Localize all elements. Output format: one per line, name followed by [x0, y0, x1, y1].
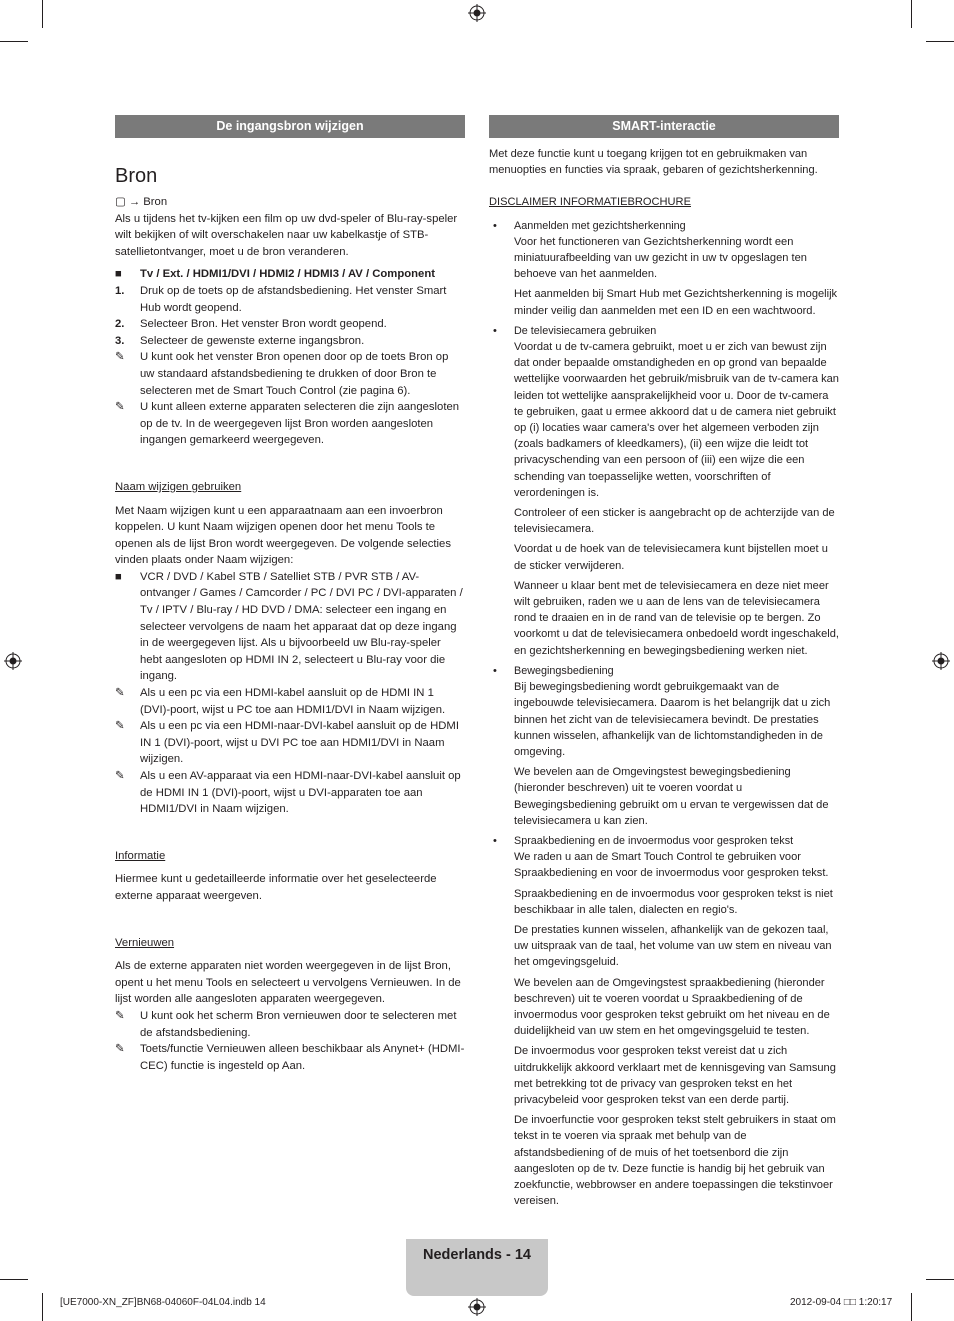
bullet-icon: •: [493, 834, 497, 847]
bullet-icon: •: [493, 664, 497, 677]
body-text: We bevelen aan de Omgevingstest bewegingsbediening (hieronder beschreven) uit te voeren voordat u Bewegingsbediening gebruikt om u ervan te vergewissen dat de televisiecamera u kan zien.: [514, 766, 829, 827]
note-text: U kunt ook het venster Bron openen door op de toets Bron op uw standaard afstandsbediening te drukken of door Bron te selecteren met de Smart Touch Control (zie pagina 6).: [140, 351, 449, 397]
left-column: [115, 115, 465, 1074]
rename-text: Met Naam wijzigen kunt u een apparaatnaam aan een invoerbron koppelen. U kunt Naam wijzigen openen door het menu Tools te openen als de lijst Bron wordt weergegeven. De volgende selecties vinden plaats onder Naam wijzigen:: [115, 504, 451, 567]
section-header: De ingangsbron wijzigen: [115, 115, 465, 138]
bullet-title: Aanmelden met gezichtsherkenning: [514, 219, 686, 232]
bullet-icon: •: [493, 219, 497, 232]
print-slug-left: [UE7000-XN_ZF]BN68-04060F-04L04.indb 14: [60, 1297, 266, 1308]
body-text: De prestaties kunnen wisselen, afhankelijk van de gekozen taal, uw uitspraak van de taal, het volume van uw stem en niveau van het omgevingsgeluid.: [514, 923, 832, 969]
body-text: Spraakbediening en de invoermodus voor gesproken tekst is niet beschikbaar in alle talen, dialecten en regio's.: [514, 887, 833, 916]
body-text: De invoermodus voor gesproken tekst vereist dat u zich uitdrukkelijk akkoord verklaart met de kennisgeving van Samsung met betrekking tot de privacy van gesproken tekst en het privacybeleid voor gesproken tekst van een derde partij.: [514, 1045, 836, 1106]
crop-mark: [911, 0, 912, 28]
subsection-title: Vernieuwen: [115, 936, 175, 949]
note-icon: ✎: [115, 720, 125, 733]
note-icon: ✎: [115, 687, 125, 700]
subsection-title: Informatie: [115, 849, 166, 862]
bullet-icon: •: [493, 324, 497, 337]
body-text: Het aanmelden bij Smart Hub met Gezichtsherkenning is mogelijk minder veilig dan aanmelden met een ID en een wachtwoord.: [514, 288, 838, 317]
body-text: We raden u aan de Smart Touch Control te gebruiken voor Spraakbediening en voor de invoermodus voor gesproken tekst.: [514, 851, 829, 880]
source-key-icon: ▢: [115, 196, 126, 208]
note-icon: ✎: [115, 770, 125, 782]
note-text: Toets/functie Vernieuwen alleen beschikbaar als Anynet+ (HDMI-CEC) functie is ingesteld op Aan.: [140, 1043, 465, 1072]
body-text: Voordat u de hoek van de televisiecamera kunt bijstellen moet u de sticker verwijderen.: [514, 543, 828, 572]
bullet-title: De televisiecamera gebruiken: [514, 324, 657, 337]
step-number: 3.: [115, 334, 125, 347]
step-number: 1.: [115, 284, 125, 297]
crop-mark: [911, 1293, 912, 1321]
step-number: 2.: [115, 318, 125, 331]
note-text: Als u een pc via een HDMI-naar-DVI-kabel aansluit op de HDMI IN 1 (DVI)-poort, wijst u DVI PC toe aan HDMI1/DVI in Naam wijzigen.: [140, 720, 459, 766]
body-text: Controleer of een sticker is aangebracht op de achterzijde van de televisiecamera.: [514, 507, 835, 536]
body-text: Wanneer u klaar bent met de televisiecamera en deze niet meer wilt gebruiken, raden we u aan de lens van de televisiecamera rond te draaien en in de rand van de televisie op te bergen. Zo voorkomt u dat de televisiecamera onbedoeld wordt ingeschakeld, en gezichtsherkenning en bewegingsbediening werken niet.: [514, 579, 839, 657]
crop-mark: [926, 1279, 954, 1280]
crop-mark: [0, 1279, 28, 1280]
section-header: SMART-interactie: [489, 115, 839, 138]
body-text: Voordat u de tv-camera gebruikt, moet u er zich van bewust zijn dat onder bepaalde omstandigheden en op grond van bepaalde wettelijke voorwaarden het gebruik/misbruik van de tv-camera kan leiden tot wettelijke aansprakelijkheid voor u. Door de tv-camera te gebruiken, gaat u ermee akkoord dat u de camera niet gebruikt op (i) locaties waar camera's over het algemeen verboden zijn (zoals badkamers of kleedkamers), (ii) een wijze die leidt tot privacyschending van een persoon of (iii) een wijze die een schending van toepasselijke wetten, voorschriften of verordeningen is.: [514, 341, 839, 499]
bullet-title: Spraakbediening en de invoermodus voor gesproken tekst: [514, 834, 794, 847]
intro-text: Met deze functie kunt u toegang krijgen tot en gebruikmaken van menuopties en functies via spraak, gebaren of gezichtsherkenning.: [489, 148, 818, 177]
note-text: Als u een AV-apparaat via een HDMI-naar-DVI-kabel aansluit op de HDMI IN 1 (DVI)-poort, wijst u DVI-apparaten toe aan HDMI1/DVI in Naam wijzigen.: [140, 770, 461, 816]
step-text: Selecteer Bron. Het venster Bron wordt geopend.: [140, 318, 387, 331]
body-text: Bij bewegingsbediening wordt gebruikgemaakt van de ingebouwde televisiecamera. Daarom is het belangrijk dat u zich binnen het zicht van de televisiecamera bevindt. De prestaties kunnen wisselen, afhankelijk van de lichtomstandigheden in de omgeving.: [514, 681, 831, 758]
intro-text: Als u tijdens het tv-kijken een film op uw dvd-speler of Blu-ray-speler wilt bekijken of wilt overschakelen naar uw kabelkastje of STB-satellietontvanger, moet u de bron veranderen.: [115, 212, 458, 258]
registration-mark-icon: [932, 652, 950, 670]
note-text: U kunt alleen externe apparaten selecteren die zijn aangesloten op de tv. In de weergegeven lijst Bron worden aangesloten ingangen gemarkeerd weergegeven.: [140, 401, 460, 447]
registration-mark-icon: [468, 4, 486, 22]
subsection-title: Naam wijzigen gebruiken: [115, 480, 242, 493]
note-text: Als u een pc via een HDMI-kabel aansluit op de HDMI IN 1 (DVI)-poort, wijst u PC toe aan HDMI1/DVI in Naam wijzigen.: [140, 687, 446, 716]
square-bullet-icon: ■: [115, 268, 122, 281]
note-icon: ✎: [115, 1043, 125, 1056]
crop-mark: [0, 41, 28, 42]
note-icon: ✎: [115, 401, 125, 414]
crop-mark: [42, 1293, 43, 1321]
page-title: Bron: [115, 165, 158, 187]
crop-mark: [42, 0, 43, 28]
right-column: [489, 115, 839, 1209]
note-text: U kunt ook het scherm Bron vernieuwen door te selecteren met de afstandsbediening.: [140, 1009, 457, 1039]
body-text: Voor het functioneren van Gezichtsherkenning wordt een miniatuurafbeelding van uw gezicht in uw tv opgeslagen ten behoeve van het aanmelden.: [514, 235, 807, 281]
note-icon: ✎: [115, 351, 125, 364]
print-slug-right: 2012-09-04 □□ 1:20:17: [790, 1297, 893, 1308]
note-icon: ✎: [115, 1009, 125, 1022]
rename-list: VCR / DVD / Kabel STB / Satelliet STB / PVR STB / AV-ontvanger / Games / Camcorder / PC / DVI PC / DVI-apparaten / Tv / IPTV / Blu-ray / HD DVD / DMA: selecteer een ingang en selecteer vervolgens de naam het apparaat dat op deze ingang in de weergegeven lijst. Als u bijvoorbeeld uw Blu-ray-speler hebt aangesloten op HDMI IN 2, selecteert u Blu-ray voor die ingang.: [140, 570, 463, 683]
source-list: Tv / Ext. / HDMI1/DVI / HDMI2 / HDMI3 / AV / Component: [140, 268, 435, 281]
info-text: Hiermee kunt u gedetailleerde informatie over het geselecteerde externe apparaat weergeven.: [115, 873, 437, 902]
step-text: Druk op de toets op de afstandsbediening. Het venster Smart Hub wordt geopend.: [140, 284, 447, 314]
bullet-title: Bewegingsbediening: [514, 664, 614, 677]
registration-mark-icon: [4, 652, 22, 670]
subsection-title: DISCLAIMER INFORMATIEBROCHURE: [489, 196, 691, 209]
registration-mark-icon: [468, 1298, 486, 1316]
body-text: We bevelen aan de Omgevingstest spraakbediening (hieronder beschreven) uit te voeren voordat u Spraakbediening of de invoermodus voor gesproken tekst gebruikt om het niveau en de duidelijkheid van uw stem en het omgevingsgeluid te testen.: [514, 976, 830, 1038]
refresh-text: Als de externe apparaten niet worden weergegeven in de lijst Bron, opent u het menu Tools en selecteert u vervolgens Vernieuwen. In de lijst worden alle aangesloten apparaten weergegeven.: [115, 960, 461, 1006]
step-text: Selecteer de gewenste externe ingangsbron.: [140, 334, 365, 347]
page-number-tab: Nederlands - 14: [406, 1239, 548, 1296]
square-bullet-icon: ■: [115, 570, 122, 583]
body-text: De invoerfunctie voor gesproken tekst stelt gebruikers in staat om tekst in te voeren via spraak met behulp van de afstandsbediening of de muis of het toetsenbord die zijn aangesloten op de tv. Deze functie is handig bij het gebruik van zoekfunctie, webbrowser en andere toepassingen die tekstinvoer vereisen.: [514, 1114, 836, 1208]
menu-path: → Bron: [128, 196, 168, 208]
crop-mark: [926, 41, 954, 42]
